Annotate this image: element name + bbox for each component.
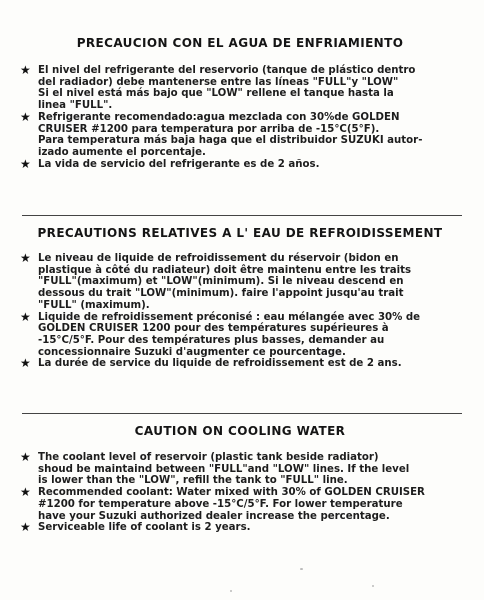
item-text: Liquide de refroidissement préconisé : eau mélangée avec 30% de GOLDEN CRUISER 1200 pour des températures supérieures à -15°C/5°F. Pour des températures plus basses, demander au concessionnaire Suzuki d'augmenter ce pourcentage. bbox=[38, 311, 421, 358]
scan-speck bbox=[372, 585, 374, 587]
item-text: Refrigerante recomendado:agua mezclada con 30%de GOLDEN CRUISER #1200 para temperatura por arriba de -15°C(5°F). Para temperatura más baja haga que el distribuidor SUZUKI autor- izado aumente el porcentaje. bbox=[38, 111, 423, 158]
list-item bbox=[20, 309, 460, 359]
scan-speck bbox=[230, 590, 232, 592]
item-text: Serviceable life of coolant is 2 years. bbox=[38, 522, 251, 534]
item-text: El nivel del refrigerante del reservorio (tanque de plástico dentro del radiador) debe mantenerse entre las líneas "FULL"y "LOW" Si el nivel está más bajo que "LOW" rellene el tanque hasta la linea "FULL". bbox=[38, 65, 416, 112]
section-english bbox=[20, 424, 460, 534]
section-heading: PRECAUTIONS RELATIVES A L' EAU DE REFROIDISSEMENT bbox=[37, 226, 443, 240]
item-text: Recommended coolant: Water mixed with 30% of GOLDEN CRUISER #1200 for temperature above -15°C/5°F. For lower temperature have your Suzuki authorized dealer increase the percentage. bbox=[38, 487, 425, 522]
star-icon: ★ bbox=[20, 309, 31, 324]
item-text: The coolant level of reservoir (plastic tank beside radiator) shoud be maintaind between "FULL"and "LOW" lines. If the level is lower than the "LOW", refill the tank to "FULL" line. bbox=[38, 452, 410, 487]
list-item bbox=[20, 358, 460, 370]
list-item bbox=[20, 65, 460, 112]
list-item bbox=[20, 522, 460, 534]
divider bbox=[22, 215, 462, 216]
list-item bbox=[20, 452, 460, 487]
star-icon: ★ bbox=[20, 63, 31, 77]
list-item bbox=[20, 156, 460, 171]
section-spanish bbox=[20, 36, 460, 170]
star-icon: ★ bbox=[20, 356, 31, 371]
item-text: La vida de servicio del refrigerante es de 2 años. bbox=[38, 158, 320, 170]
star-icon: ★ bbox=[20, 109, 31, 124]
star-icon: ★ bbox=[20, 251, 31, 265]
section-heading: CAUTION ON COOLING WATER bbox=[134, 424, 346, 438]
list-item bbox=[20, 487, 460, 522]
list-item bbox=[20, 253, 460, 312]
item-text: La durée de service du liquide de refroidissement est de 2 ans. bbox=[38, 358, 402, 370]
list-item bbox=[20, 109, 460, 159]
star-icon: ★ bbox=[20, 450, 31, 464]
star-icon: ★ bbox=[20, 485, 31, 500]
section-french bbox=[20, 226, 460, 370]
divider bbox=[22, 413, 462, 414]
section-heading: PRECAUCION CON EL AGUA DE ENFRIAMIENTO bbox=[76, 36, 404, 50]
scan-speck bbox=[300, 568, 303, 570]
item-text: Le niveau de liquide de refroidissement du réservoir (bidon en plastique à côté du radiateur) doit être maintenu entre les traits "FULL"(maximum) et "LOW"(minimum). Si le niveau descend en dessous du trait "LOW"(minimum). faire l'appoint jusqu'au trait "FULL" (maximum). bbox=[38, 253, 412, 311]
star-icon: ★ bbox=[20, 156, 31, 171]
star-icon: ★ bbox=[20, 520, 31, 535]
